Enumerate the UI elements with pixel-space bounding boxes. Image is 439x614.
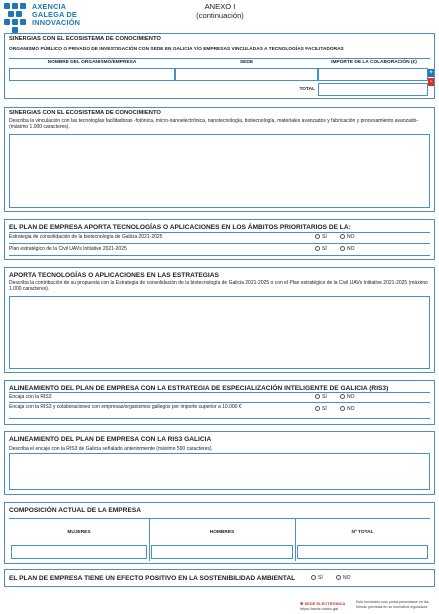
priority-uavs-yes-radio[interactable]: SÍ	[315, 246, 327, 252]
section-title: SINERGIAS CON EL ECOSISTEMA DE CONOCIMIENTO	[9, 110, 161, 116]
section-title: EL PLAN DE EMPRESA TIENE UN EFECTO POSITIVO EN LA SOSTENIBILIDAD AMBIENTAL	[9, 575, 296, 582]
annex-subtitle: (continuación)	[196, 11, 244, 20]
section-title: EL PLAN DE EMPRESA APORTA TECNOLOGÍAS O APLICACIONES EN LOS ÁMBITOS PRIORITARIOS DE LA:	[9, 224, 351, 231]
sede-icon: ✹	[300, 601, 304, 606]
women-count-input[interactable]	[11, 545, 147, 559]
section-title: APORTA TECNOLOGÍAS O APLICACIONES EN LAS ESTRATEGIAS	[9, 272, 219, 279]
footer-note: Este formulario solo podrá presentarse en las formas previstas en su normativa reguladora	[356, 600, 429, 609]
total-count-input[interactable]	[297, 545, 428, 559]
priority-uavs-no-radio[interactable]: NO	[340, 246, 355, 252]
section-description: Describa la contribución de su propuesta con la Estrategia de consolidación de la biotecnología de Galicia 2021-2025 o con el Plan estratégico de la Civil UAVs Initiative 2021-2025 (máximo 1.000 caracteres).	[9, 280, 428, 293]
total-amount-field[interactable]	[318, 83, 428, 96]
col-header-women: MUJERES	[67, 530, 91, 535]
section-title: ALINEAMIENTO DEL PLAN DE EMPRESA CON LA ESTRATEGIA DE ESPECIALIZACIÓN INTELIGENTE DE GALICIA (RIS3)	[9, 385, 389, 392]
annex-title: ANEXO I	[204, 2, 236, 11]
remove-row-button[interactable]: -	[430, 79, 432, 85]
col-header-total: Nº TOTAL	[351, 530, 374, 535]
agency-logo	[4, 3, 124, 35]
seat-input[interactable]	[175, 68, 318, 81]
col-header-seat: SEDE	[239, 60, 254, 65]
section-environmental-sustainability	[4, 569, 435, 587]
col-header-organism: NOMBRE DEL ORGANISMO/EMPRESA	[47, 60, 137, 65]
organism-name-input[interactable]	[9, 68, 175, 81]
logo-mark-icon	[4, 3, 30, 33]
ris3-collab-yes-radio[interactable]: SÍ	[315, 406, 327, 412]
logo-text: AXENCIA GALEGA DE INNOVACIÓN	[32, 2, 81, 27]
section-company-composition	[4, 502, 435, 564]
priority-biotech-no-radio[interactable]: NO	[340, 234, 355, 240]
amount-input[interactable]	[318, 68, 428, 81]
section-subtitle: ORGANISMO PÚBLICO O PRIVADO DE INVESTIGACIÓN CON SEDE EN GALICIA Y/O EMPRESAS VINCULADAS A TECNOLOGÍAS FACILITADORAS	[9, 47, 344, 52]
annex-heading	[180, 2, 260, 20]
strategies-contribution-textarea[interactable]	[9, 296, 430, 369]
section-enabling-technologies	[4, 107, 435, 212]
ris3-collab-no-radio[interactable]: NO	[340, 406, 355, 412]
men-count-input[interactable]	[151, 545, 293, 559]
section-description: Describa la vinculación con las tecnologías facilitadoras -fotónica, micro-nanoelectrónica, nanotecnología, biotecnología, materiales avanzados y fabricación y procesamiento avanzado- (máximo 1.000 caracteres).	[9, 118, 419, 131]
sede-url: https://sede.xunta.gal	[300, 606, 339, 611]
ris3-fit-yes-radio[interactable]: SÍ	[315, 394, 327, 400]
section-ris3-galicia	[4, 431, 435, 495]
ris3-fit-label: Encaja con la RIS3	[9, 394, 52, 400]
section-priority-areas	[4, 219, 435, 260]
enabling-technologies-textarea[interactable]	[9, 134, 430, 208]
section-ris3-alignment	[4, 380, 435, 425]
priority-biotech-yes-radio[interactable]: SÍ	[315, 234, 327, 240]
section-title: ALINEAMIENTO DEL PLAN DE EMPRESA CON LA RIS3 GALICIA	[9, 436, 212, 443]
col-header-amount: IMPORTE DE LA COLABORACIÓN (€)	[331, 60, 417, 65]
section-knowledge-synergies-table	[4, 33, 435, 99]
sustainability-yes-radio[interactable]: SÍ	[311, 575, 323, 581]
sede-electronica-logo: ✹ SEDE ELECTRÓNICA https://sede.xunta.gal	[300, 601, 346, 611]
section-strategies-contribution	[4, 267, 435, 373]
ris3-collab-label: Encaja con la RIS3 y colaboraciones con empresas/organismos gallegos por importe superior a 10.000 €	[9, 404, 242, 410]
priority-biotech-label: Estrategia de consolidación de la biotecnología de Galicia 2021-2025	[9, 234, 163, 240]
section-description: Describa el encaje con la RIS3 de Galicia señalado anteriormente (máximo 500 caracteres).	[9, 446, 213, 452]
section-title: COMPOSICIÓN ACTUAL DE LA EMPRESA	[9, 507, 142, 514]
col-header-men: HOMBRES	[209, 530, 235, 535]
add-row-button[interactable]: +	[429, 70, 433, 76]
section-title: SINERGIAS CON EL ECOSISTEMA DE CONOCIMIENTO	[9, 36, 161, 42]
ris3-fit-no-radio[interactable]: NO	[340, 394, 355, 400]
total-label: TOTAL	[299, 87, 315, 92]
sustainability-no-radio[interactable]: NO	[336, 575, 351, 581]
ris3-galicia-textarea[interactable]	[9, 453, 430, 490]
priority-uavs-label: Plan estratégico de la Civil UAVs Initiative 2021-2025	[9, 246, 127, 252]
